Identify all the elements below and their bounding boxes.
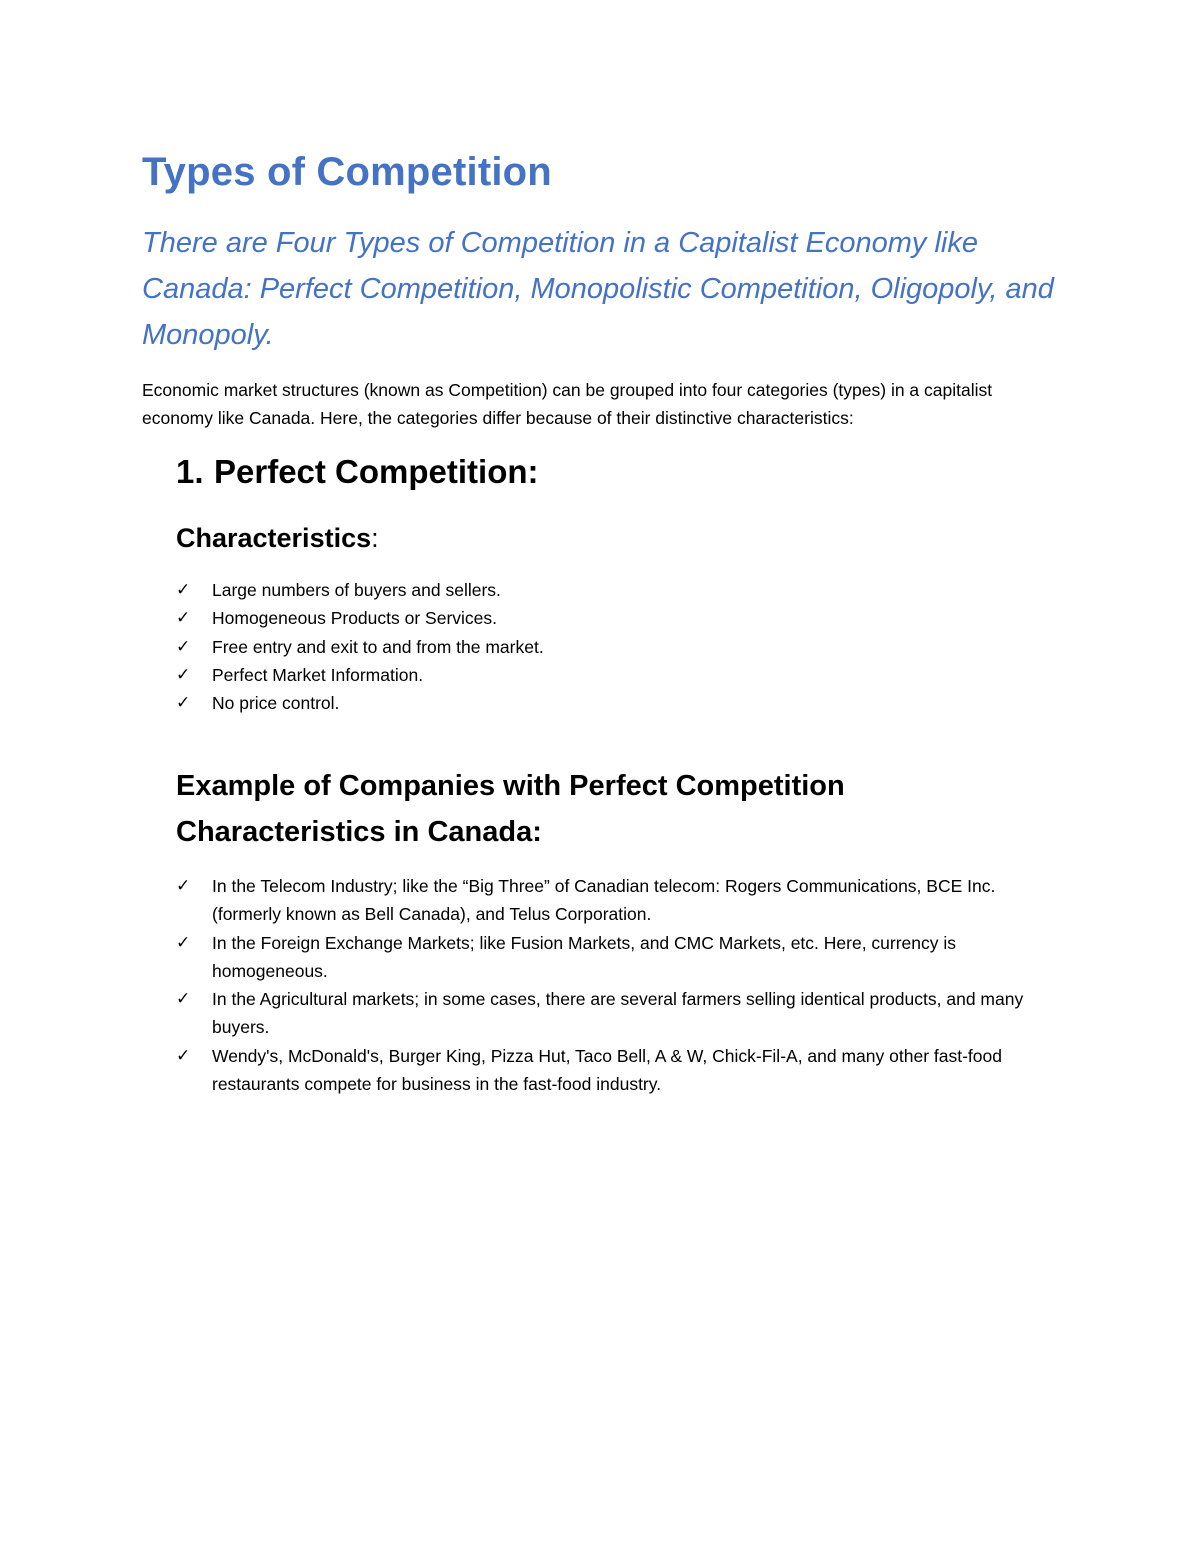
list-item — [176, 604, 876, 632]
list-item — [176, 872, 1056, 929]
checkmark-icon: ✓ — [176, 693, 191, 714]
list-item-text: Free entry and exit to and from the market. — [212, 636, 544, 657]
checkmark-icon: ✓ — [176, 664, 191, 685]
list-item — [176, 689, 876, 717]
list-item — [176, 661, 876, 689]
page-subtitle: There are Four Types of Competition in a Capitalist Economy like Canada: Perfect Competition, Monopolistic Competition, Oligopoly, and Monopoly. — [142, 227, 1054, 351]
list-item-text: No price control. — [212, 693, 340, 714]
list-item-text: Wendy's, McDonald's, Burger King, Pizza Hut, Taco Bell, A & W, Chick-Fil-A, and many other fast-food restaurants compete for business in the fast-food industry. — [212, 1045, 1002, 1095]
checkmark-icon: ✓ — [176, 580, 191, 600]
list-item — [176, 985, 1056, 1042]
page-title: Types of Competition — [142, 150, 552, 194]
list-item — [176, 1042, 1056, 1099]
characteristics-list — [176, 576, 876, 717]
list-item-text: Large numbers of buyers and sellers. — [212, 580, 501, 600]
checkmark-icon: ✓ — [176, 932, 191, 953]
characteristics-heading — [176, 518, 379, 558]
list-item-text: Perfect Market Information. — [212, 664, 424, 685]
list-item — [176, 576, 876, 604]
list-item-text: Homogeneous Products or Services. — [212, 608, 497, 629]
list-item-text: In the Telecom Industry; like the “Big Three” of Canadian telecom: Rogers Communications, BCE Inc. (formerly known as Bell Canada), and Telus Corporation. — [212, 876, 996, 925]
examples-list — [176, 872, 1056, 1098]
checkmark-icon: ✓ — [176, 989, 191, 1010]
intro-paragraph: Economic market structures (known as Competition) can be grouped into four categories (types) in a capitalist economy like Canada. Here, the categories differ because of their distinctive characteristics: — [142, 380, 993, 428]
characteristics-heading-colon: : — [371, 523, 379, 553]
characteristics-heading-text: Characteristics — [176, 523, 372, 553]
list-item-text: In the Foreign Exchange Markets; like Fusion Markets, and CMC Markets, etc. Here, currency is homogeneous. — [212, 932, 957, 981]
checkmark-icon: ✓ — [176, 608, 191, 629]
checkmark-icon: ✓ — [176, 876, 191, 896]
section-number: 1. — [176, 453, 204, 490]
checkmark-icon: ✓ — [176, 1045, 191, 1066]
checkmark-icon: ✓ — [176, 636, 191, 657]
list-item — [176, 929, 1056, 986]
examples-heading: Example of Companies with Perfect Competition Characteristics in Canada: — [176, 770, 845, 848]
section-heading-text: Perfect Competition: — [214, 453, 539, 490]
section-heading-perfect-competition — [176, 448, 539, 496]
list-item — [176, 633, 876, 661]
list-item-text: In the Agricultural markets; in some cases, there are several farmers selling identical products, and many buyers. — [212, 989, 1024, 1038]
